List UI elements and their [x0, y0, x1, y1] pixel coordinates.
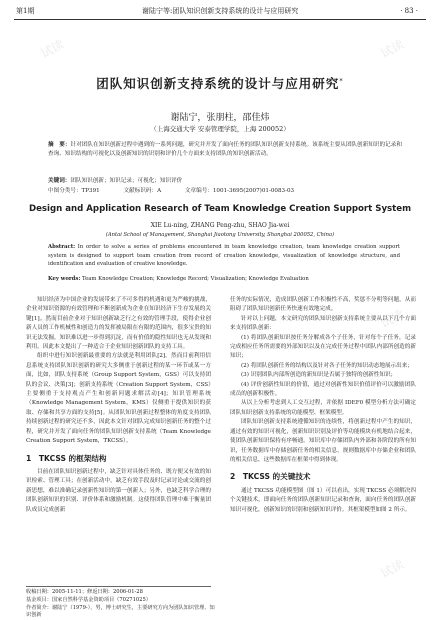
abstract-text: 针对团队在知识创新过程中遇到的一系列问题，研究并开发了面向任务的团队知识创新支持系统。该系统主要从团队创新知识的记录和查询、知识结构的可视化以及创新知识的识别和评价几个方面来支持团队的知识创新活动。: [48, 142, 402, 158]
paragraph: 知识经济为中国企业的发展带来了不可多得的机遇和更为严峻的挑战，企业对知识资源的有效管理和不断创新成为企业在知识经济下生存发展的关键[1]。然而目前企业对于知识创新缺乏行之有效的管理手段，使得企业创新人员的工作机械性和创造力的发挥被局限在有限的范围内，很多宝贵的知识无法发掘，知识难以进一步得到沉淀，而有价值的隐性知识也无从发现和利用。因此本文提出了一种适合于企业知识创新团队的支持工具。: [26, 297, 211, 351]
keywords-en-label: Key words:: [48, 276, 81, 282]
paragraph: 团队知识创新支持系统遵循知识的连续性，将创新过程中产生的知识，通过有效的知识可视化，创新知识识别及评价等功能模块有机地结合起来，使团队创新知识保持有序畅通。知识库中存储团队内外部和各阶段的所有知识，任务数据库中存储创新任务的相关信息，规则数据库中存储企业和团队的相关信息，这些数据库在框架中得到体现。: [230, 419, 416, 463]
affiliation-english: (Antai School of Management, Shanghai Jiaotong University, Shanghai 200052, China): [105, 232, 335, 238]
title-chinese: [0, 74, 440, 92]
abstract-english: [48, 243, 400, 269]
authors-english: XIE Lu-ning, ZHANG Peng-zhu, SHAO Jia-wei: [150, 222, 290, 229]
keywords-en-text: Team Knowledge Creation; Knowledge Record; Visualization; Knowledge Evaluation: [82, 276, 309, 282]
issue-number: 第1期: [16, 7, 35, 15]
abstract-chinese: [48, 141, 402, 159]
affiliation-chinese: （上海交通大学 安泰管理学院，上海 200052）: [150, 125, 290, 133]
list-item: (2) 将团队创新任务的结构以及针对各子任务的知识动态地展示出来；: [241, 362, 413, 369]
keywords-chinese: [48, 176, 402, 184]
paragraph: 组织中进行知识创新最重要的方法就是利用团队[2]。然而目前利用信息系统支持团队知识创新的研究大多侧重于创新过程的某一环节或某一方面，比如，团队支持系统（Group Support System，GSS）可以支持团队的会议、决策[3]；创新支持系统（Creation Support System，CSS）主要侧重于支持观点产生和创新问题求解活动[4]；知识管理系统（Knowledge Management System，KMS）仅侧重于提供知识的获取、存储和共享方面的支持[5]。从团队知识创新过程整体的角度支持团队持续创新过程的研究还不多，因此本文针对团队完成知识创新任务的整个过程，研究并开发了面向任务的团队知识创新支持系统（Team Knowledge Creation Support System，TKCSS）。: [26, 353, 211, 445]
watermark-mark: 试读: [378, 557, 407, 581]
list-item: (3) 识别团队内部所创造的新知识是否属于独特的创新性知识；: [241, 372, 397, 379]
paragraph: 通过 TKCSS 功能模型图（图 1）可以看出，实现 TKCSS 必须解决四个关键技术，即面向任务的团队创新知识记录和查询，面向任务的团队创新知识可视化，创新知识的识别和创新知识评价。其框架模型如图 2 所示。: [230, 487, 416, 513]
list-item: (4) 评价创新性知识的价值，通过对创新性知识价值评价可以激励团队成员的创新积极性。: [230, 381, 416, 398]
watermark-mark: 试读: [38, 37, 67, 61]
paragraph: 从以上分析考虑到人工交互过程，并依据 IDEF0 模型分析方法可确定团队知识创新支持系统的功能模型、框架模型。: [230, 400, 416, 416]
keywords-english: [48, 276, 400, 282]
running-header: [14, 5, 426, 18]
watermark-mark: 试读: [378, 307, 407, 331]
body-column-right: [230, 296, 416, 515]
authors-chinese: 谢陆宁，张朋柱，邵佳炜: [170, 113, 270, 123]
paragraph: 目前在团队知识创新过程中，缺乏针对具体任务的、既方便又有效的知识检索、管理工具；在创新活动中，缺乏有效手段及时记录讨论或交流的创新思想，难以准确记录创新性知识的第一创新人；另外，也缺乏科学合理的团队创新知识的识别、评价体系和激励机制。这使得团队管理中难于衡量团队成员完成创新: [26, 468, 211, 513]
clc-number: 中图分类号：TP391: [48, 188, 100, 194]
section-heading: 1 TKCSS 的框架结构: [26, 453, 107, 463]
keywords-label: 关键词：: [48, 178, 71, 184]
watermark-mark: 试读: [38, 307, 67, 331]
header-rule: [14, 19, 426, 20]
page-number: · 83 ·: [400, 7, 418, 15]
footnote-rule: [26, 586, 211, 587]
body-column-left: [26, 296, 211, 515]
section-heading: 2 TKCSS 的关键技术: [230, 472, 311, 482]
abstract-en-text: In order to solve a series of problems encountered in team knowledge creation, team knowledge creation support system is designed to support team creation from record of creation knowledge, visualization of knowledge structure, and identification and evaluation of creative knowledge.: [48, 244, 400, 268]
title-chinese-text: 团队知识创新支持系统的设计与应用研究: [96, 76, 340, 91]
footnote-fund: 基金项目：国家自然科学基金资助项目（70271025）: [26, 597, 151, 603]
abstract-label: 摘 要：: [48, 142, 71, 148]
document-code: 文献标识码：A: [123, 188, 162, 194]
footnote-received: 收稿日期：2005-11-11；修返日期：2006-01-28: [26, 589, 143, 595]
running-title: 谢陆宁等:团队知识创新支持系统的设计与应用研究: [142, 7, 299, 15]
paragraph: 针对以上问题，本文研究的团队知识创新支持系统主要从以下几个方面来支持团队创新：: [230, 315, 416, 332]
classification-line: [48, 186, 402, 194]
title-footnote-mark: *: [339, 76, 344, 85]
title-english: Design and Application Research of Team Knowledge Creation Support System: [28, 204, 412, 214]
keywords-text: 团队知识创新；知识记录；可视化；知识评价: [70, 178, 183, 184]
footnote-bio: 作者简介：谢陆宁（1979-），男，博士研究生，主要研究方向为团队知识管理、知识创新: [26, 605, 215, 618]
list-item: (1) 将团队创新知识按任务分解成各个子任务，针对每个子任务，记录完成相应任务所需要的外部知识以及在完成任务过程中团队内部所创造的新知识；: [230, 334, 416, 360]
paragraph: 任务的实际情况，造成团队创新工作积极性不高，奖惩不分明等问题，从而阻碍了团队知识创新任务快速有效地完成。: [230, 297, 416, 313]
abstract-en-label: Abstract:: [48, 244, 76, 250]
watermark-mark: 试读: [378, 37, 407, 61]
article-number: 文章编号：1001-3695(2007)01-0083-03: [184, 188, 295, 194]
